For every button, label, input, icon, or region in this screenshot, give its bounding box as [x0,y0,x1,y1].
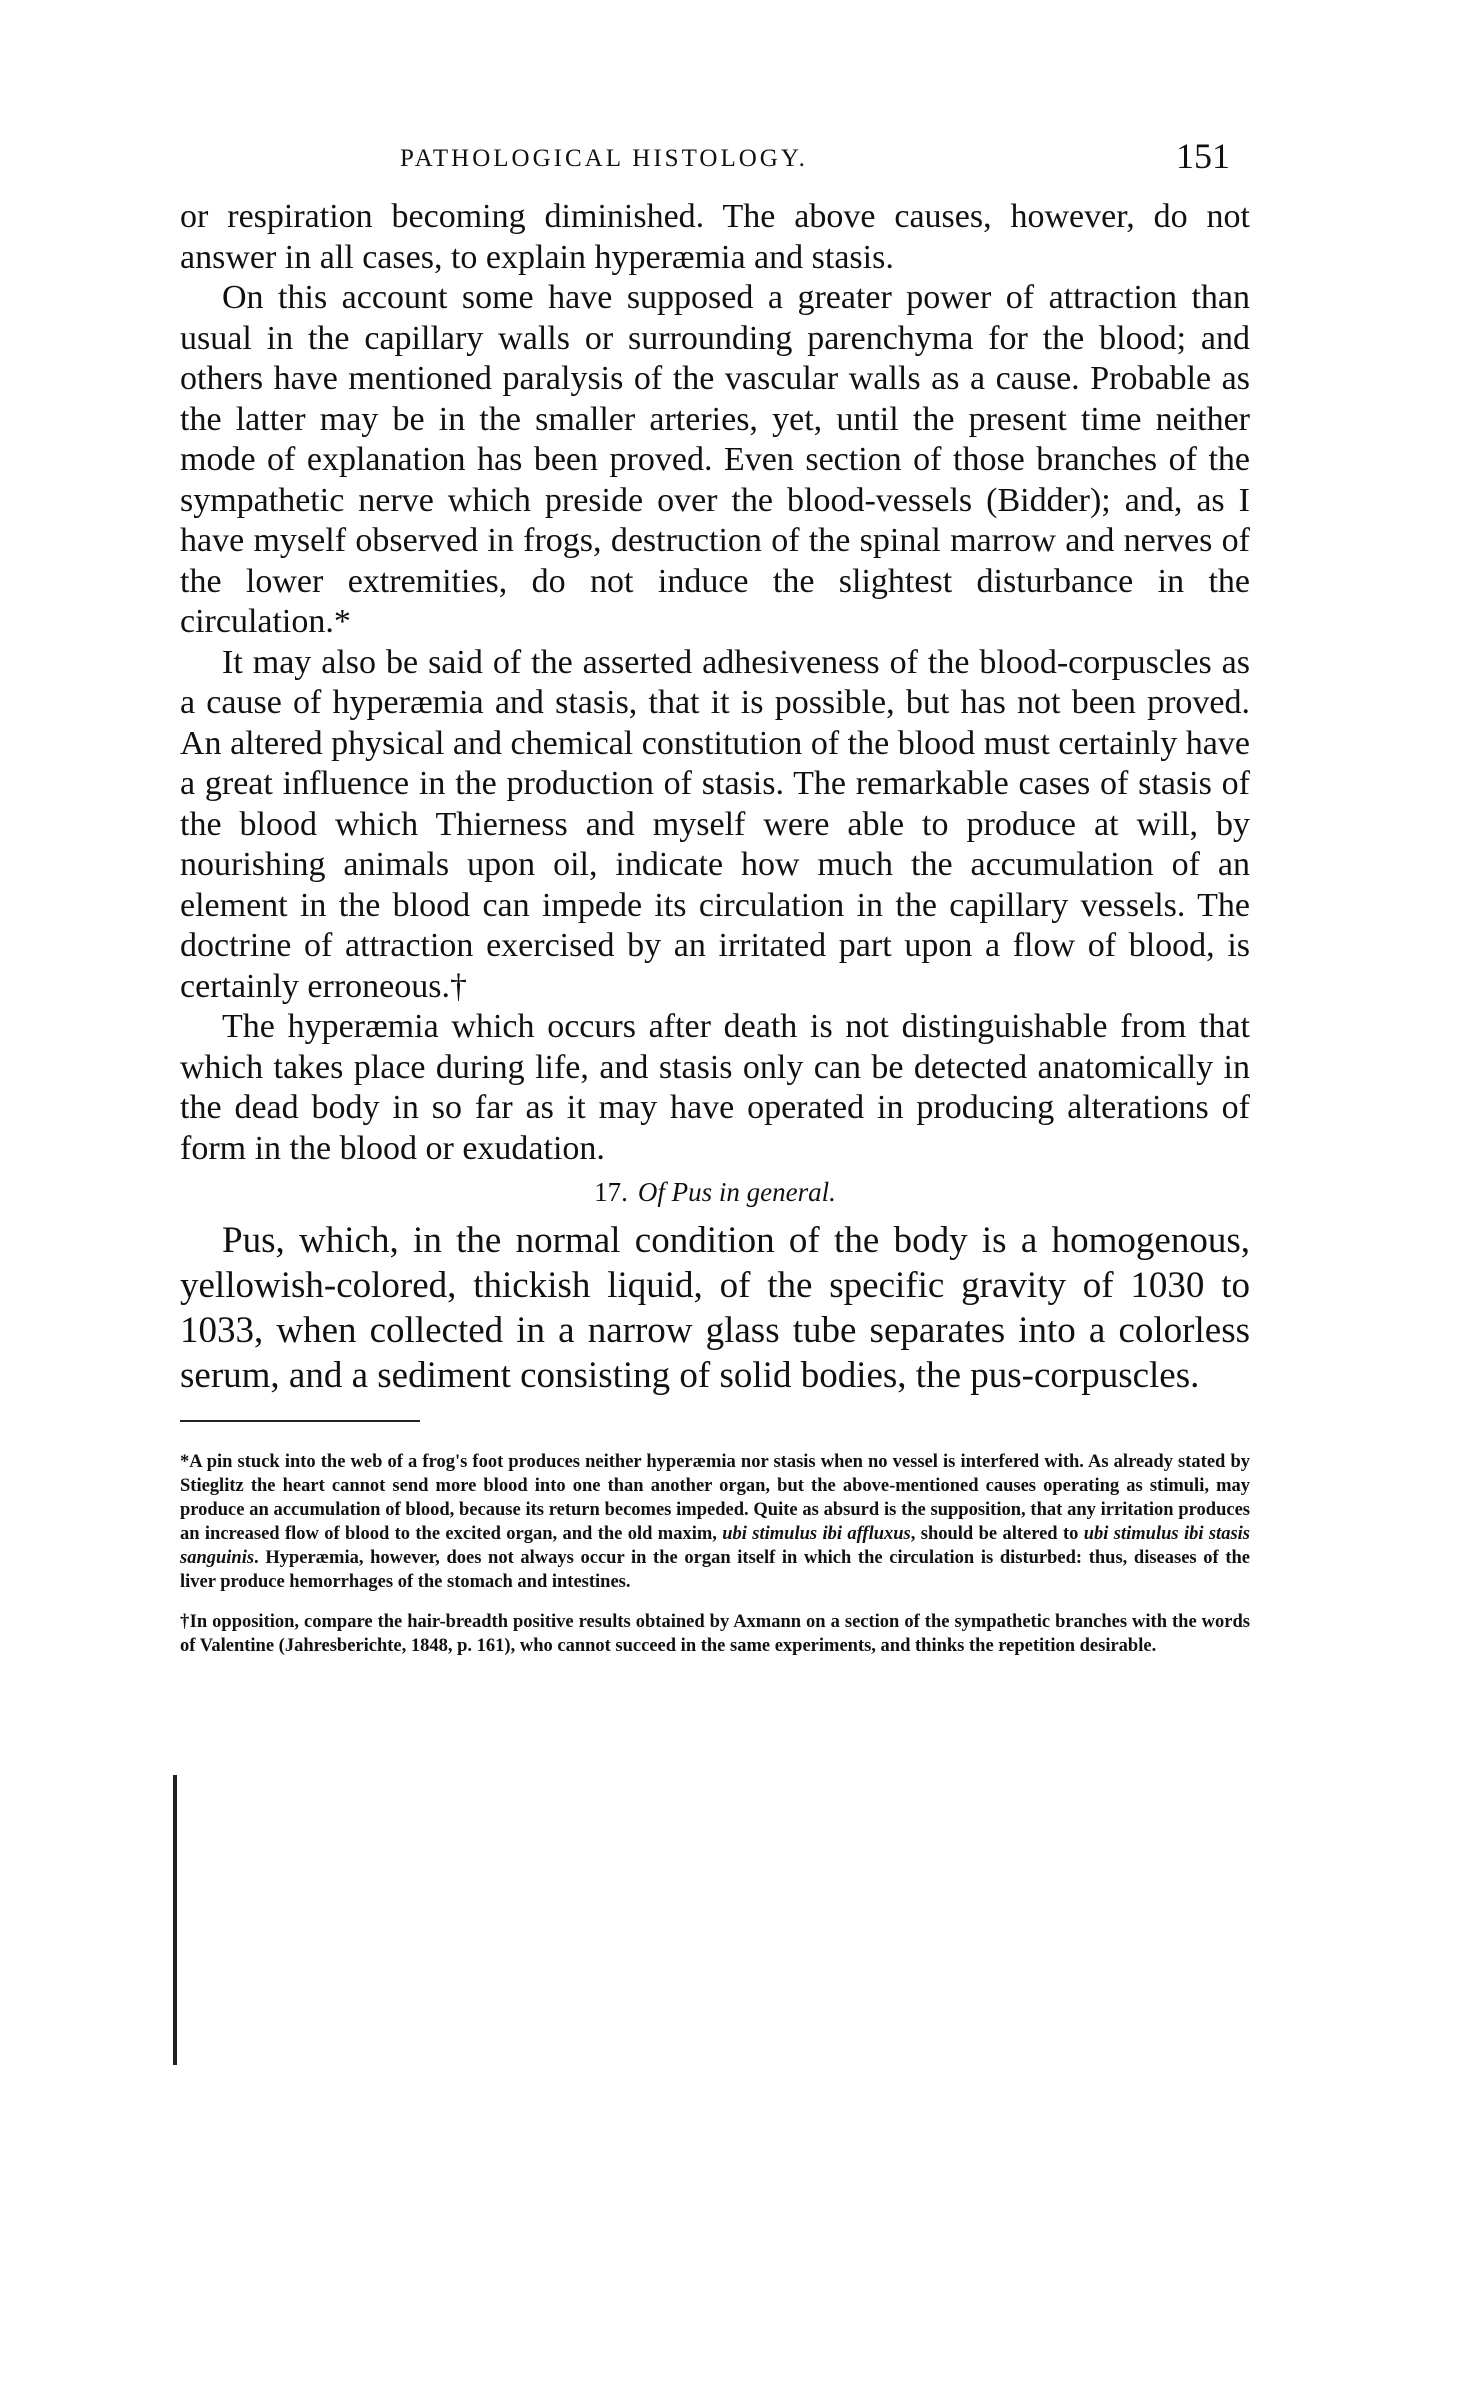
paragraph-continued: or respiration becoming diminished. The above causes, however, do not answer in all cases, to explain hyperæmia and stasis. [180,198,1250,276]
footnote-dagger: †In opposition, compare the hair-breadth positive results obtained by Axmann on a section of the sympathetic branches with the words of Valentine (Jahresberichte, 1848, p. 161), who cannot succeed in the same experiments, and thinks the repetition desirable. [180,1612,1250,1656]
paragraph-pus: Pus, which, in the normal condition of the body is a homogenous, yellowish-colored, thickish liquid, of the specific gravity of 1030 to 1033, when collected in a narrow glass tube separates into a colorless serum, and a sediment consisting of solid bodies, the pus-corpuscles. [180,1220,1250,1396]
footnote-asterisk [180,1450,1250,1594]
footnote-text: *A pin stuck into the web of a frog's foot produces neither hyperæmia nor stasis when no vessel is interfered with. As already stated by Stieglitz the heart cannot send more blood into one than another organ, but the above-mentioned causes operating as stimuli, may produce an accumulation of blood, because its return becomes impeded. Quite as absurd is the supposition, that any irritation produces an increased flow of blood to the excited organ, and the old maxim, [180,1452,1250,1544]
page-number: 151 [1176,136,1230,176]
section-number: 17. [594,1177,628,1207]
body-text [180,197,1250,1398]
paragraph-post-mortem: The hyperæmia which occurs after death is not distinguishable from that which takes place during life, and stasis only can be detected anatomically in the dead body in so far as it may have operated in producing alterations of form in the blood or exudation. [180,1008,1250,1167]
page-header [180,135,1250,197]
paragraph-attraction-theory: On this account some have supposed a greater power of attraction than usual in the capillary walls or surrounding parenchyma for the blood; and others have mentioned paralysis of the vascular walls as a cause. Probable as the latter may be in the smaller arteries, yet, until the present time neither mode of explanation has been proved. Even section of those branches of the sympathetic nerve which preside over the blood-vessels (Bidder); and, as I have myself observed in frogs, destruction of the spinal marrow and nerves of the lower extremities, do not induce the slightest disturbance in the circulation.* [180,279,1250,640]
running-head: PATHOLOGICAL HISTOLOGY. [400,145,808,172]
footnote-text: , should be altered to [910,1524,1084,1544]
footnotes [180,1450,1250,1658]
footnote-latin-phrase: ubi stimulus ibi stasis sanguinis [180,1524,1250,1568]
footnote-text: . Hyperæmia, however, does not always occur in the organ itself in which the circulation is disturbed: thus, diseases of the liver produce hemorrhages of the stomach and intestines. [180,1548,1250,1592]
footnote-divider [180,1420,420,1422]
section-title: Of Pus in general. [637,1177,836,1207]
book-page [180,135,1250,1658]
footnote-latin-phrase: ubi stimulus ibi affluxus [722,1524,911,1544]
scan-margin-bar [173,1775,177,2065]
section-heading [180,1177,1250,1208]
paragraph-adhesiveness: It may also be said of the asserted adhesiveness of the blood-corpuscles as a cause of hyperæmia and stasis, that it is possible, but has not been proved. An altered physical and chemical constitution of the blood must certainly have a great influence in the production of stasis. The remarkable cases of stasis of the blood which Thierness and myself were able to produce at will, by nourishing animals upon oil, indicate how much the accumulation of an element in the blood can impede its circulation in the capillary vessels. The doctrine of attraction exercised by an irritated part upon a flow of blood, is certainly erroneous.† [180,643,1250,1005]
